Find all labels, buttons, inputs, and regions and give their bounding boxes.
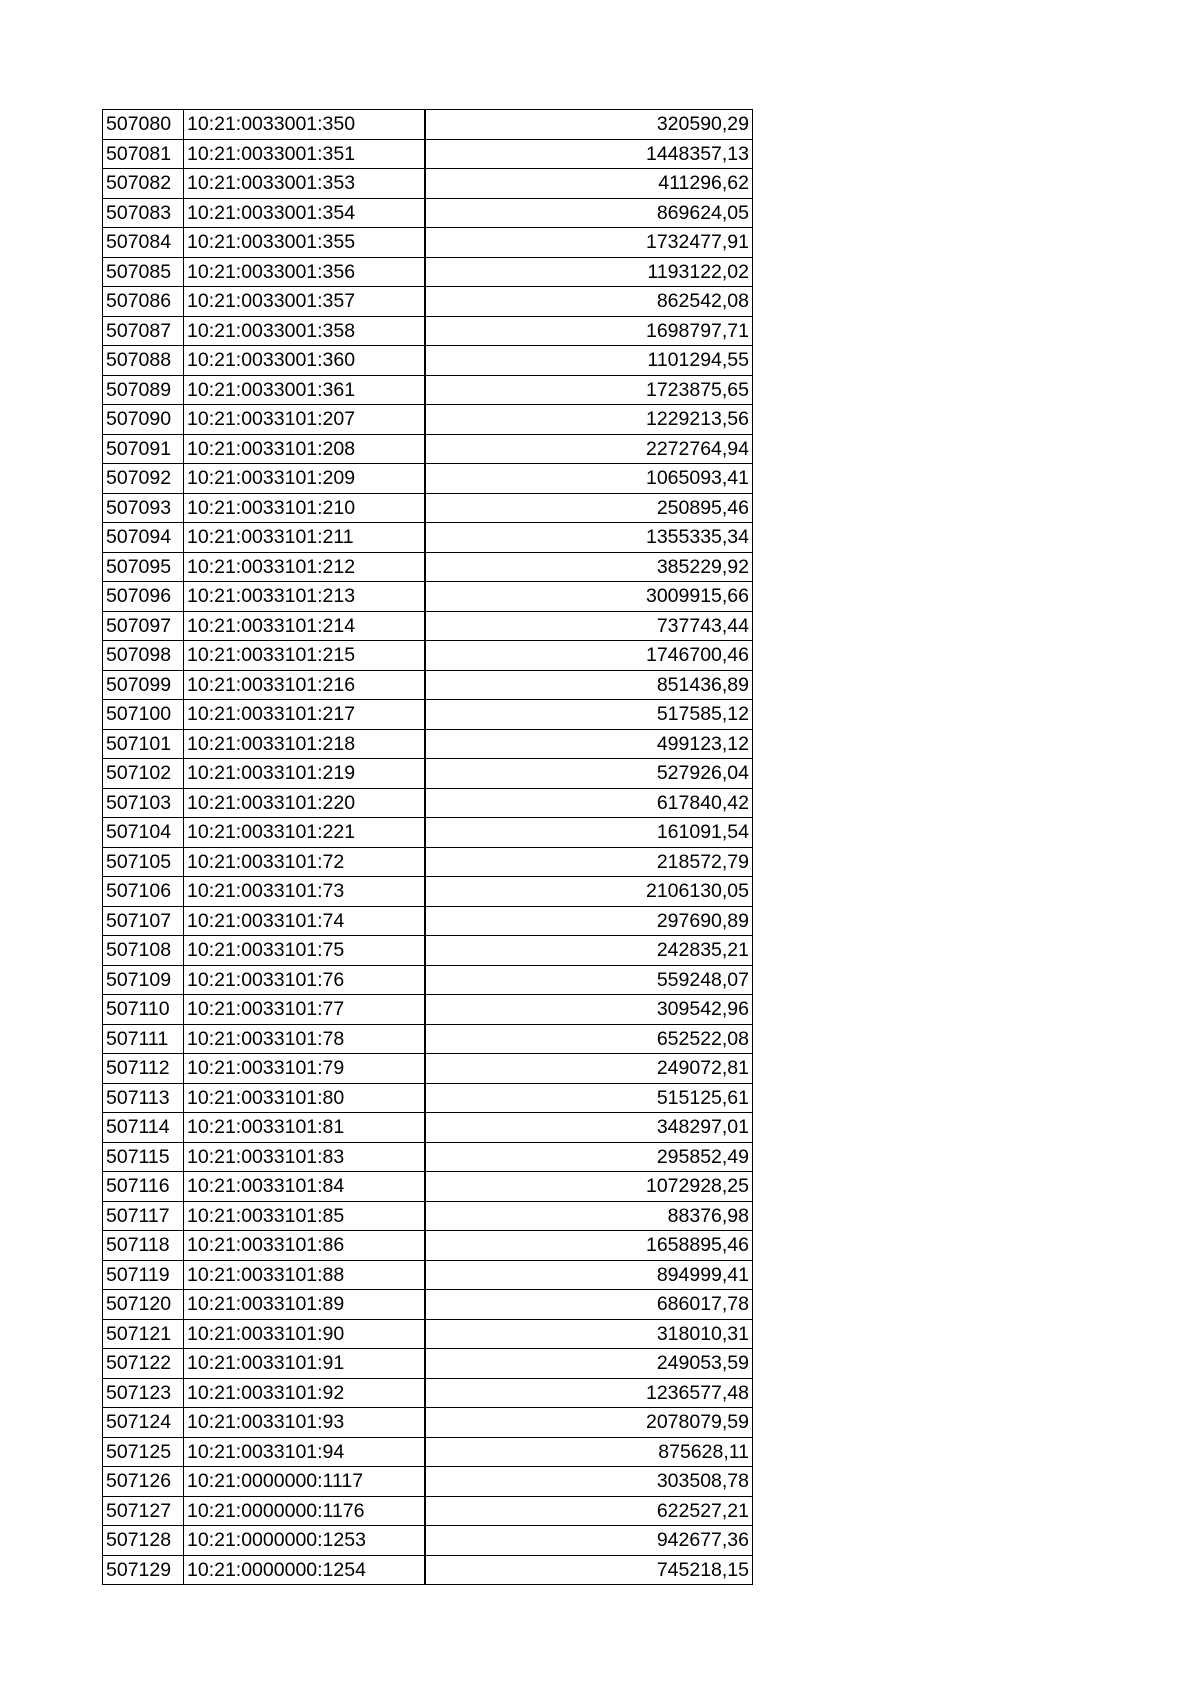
row-id-cell: 507124	[103, 1408, 184, 1438]
value-cell: 318010,31	[425, 1319, 753, 1349]
table-row	[103, 316, 753, 346]
table-row	[103, 1201, 753, 1231]
cadastral-number-cell: 10:21:0033101:93	[184, 1408, 425, 1438]
row-id-cell: 507108	[103, 936, 184, 966]
cadastral-number-cell: 10:21:0033101:207	[184, 405, 425, 435]
row-id-cell: 507084	[103, 228, 184, 258]
cadastral-number-cell: 10:21:0033101:208	[184, 434, 425, 464]
value-cell: 875628,11	[425, 1437, 753, 1467]
table-row	[103, 1054, 753, 1084]
row-id-cell: 507089	[103, 375, 184, 405]
row-id-cell: 507102	[103, 759, 184, 789]
value-cell: 320590,29	[425, 110, 753, 140]
row-id-cell: 507094	[103, 523, 184, 553]
row-id-cell: 507122	[103, 1349, 184, 1379]
value-cell: 559248,07	[425, 965, 753, 995]
cadastral-number-cell: 10:21:0033101:217	[184, 700, 425, 730]
cadastral-number-cell: 10:21:0000000:1176	[184, 1496, 425, 1526]
table-row	[103, 523, 753, 553]
table-row	[103, 729, 753, 759]
value-cell: 242835,21	[425, 936, 753, 966]
table-row	[103, 434, 753, 464]
table-row	[103, 818, 753, 848]
cadastral-number-cell: 10:21:0033101:74	[184, 906, 425, 936]
value-cell: 894999,41	[425, 1260, 753, 1290]
table-row	[103, 1260, 753, 1290]
cadastral-number-cell: 10:21:0033001:358	[184, 316, 425, 346]
value-cell: 527926,04	[425, 759, 753, 789]
row-id-cell: 507091	[103, 434, 184, 464]
table-row	[103, 257, 753, 287]
data-table	[102, 109, 753, 1585]
value-cell: 1732477,91	[425, 228, 753, 258]
row-id-cell: 507127	[103, 1496, 184, 1526]
table-row	[103, 346, 753, 376]
table-row	[103, 1113, 753, 1143]
cadastral-number-cell: 10:21:0033101:210	[184, 493, 425, 523]
cadastral-number-cell: 10:21:0033101:89	[184, 1290, 425, 1320]
cadastral-number-cell: 10:21:0033101:215	[184, 641, 425, 671]
table-row	[103, 1378, 753, 1408]
cadastral-number-cell: 10:21:0033101:92	[184, 1378, 425, 1408]
row-id-cell: 507080	[103, 110, 184, 140]
row-id-cell: 507126	[103, 1467, 184, 1497]
cadastral-number-cell: 10:21:0033001:355	[184, 228, 425, 258]
value-cell: 1658895,46	[425, 1231, 753, 1261]
table-row	[103, 1083, 753, 1113]
value-cell: 88376,98	[425, 1201, 753, 1231]
table-row	[103, 1231, 753, 1261]
cadastral-number-cell: 10:21:0033101:77	[184, 995, 425, 1025]
table-row	[103, 228, 753, 258]
table-row	[103, 375, 753, 405]
row-id-cell: 507111	[103, 1024, 184, 1054]
table-row	[103, 1437, 753, 1467]
row-id-cell: 507098	[103, 641, 184, 671]
cadastral-number-cell: 10:21:0033001:360	[184, 346, 425, 376]
table-row	[103, 1024, 753, 1054]
cadastral-number-cell: 10:21:0033101:76	[184, 965, 425, 995]
value-cell: 851436,89	[425, 670, 753, 700]
table-row	[103, 1555, 753, 1585]
value-cell: 161091,54	[425, 818, 753, 848]
table-row	[103, 552, 753, 582]
row-id-cell: 507101	[103, 729, 184, 759]
cadastral-number-cell: 10:21:0033001:357	[184, 287, 425, 317]
value-cell: 249053,59	[425, 1349, 753, 1379]
table-row	[103, 670, 753, 700]
cadastral-number-cell: 10:21:0033101:91	[184, 1349, 425, 1379]
value-cell: 1698797,71	[425, 316, 753, 346]
row-id-cell: 507104	[103, 818, 184, 848]
table-row	[103, 906, 753, 936]
cadastral-number-cell: 10:21:0033101:209	[184, 464, 425, 494]
cadastral-number-cell: 10:21:0033101:83	[184, 1142, 425, 1172]
value-cell: 1448357,13	[425, 139, 753, 169]
value-cell: 869624,05	[425, 198, 753, 228]
table-row	[103, 700, 753, 730]
value-cell: 617840,42	[425, 788, 753, 818]
value-cell: 1723875,65	[425, 375, 753, 405]
cadastral-number-cell: 10:21:0033101:90	[184, 1319, 425, 1349]
table-row	[103, 641, 753, 671]
table-row	[103, 1526, 753, 1556]
table-row	[103, 847, 753, 877]
row-id-cell: 507112	[103, 1054, 184, 1084]
cadastral-number-cell: 10:21:0033101:212	[184, 552, 425, 582]
row-id-cell: 507128	[103, 1526, 184, 1556]
cadastral-number-cell: 10:21:0033101:79	[184, 1054, 425, 1084]
table-row	[103, 110, 753, 140]
value-cell: 1101294,55	[425, 346, 753, 376]
value-cell: 249072,81	[425, 1054, 753, 1084]
row-id-cell: 507109	[103, 965, 184, 995]
row-id-cell: 507125	[103, 1437, 184, 1467]
value-cell: 622527,21	[425, 1496, 753, 1526]
table-row	[103, 965, 753, 995]
row-id-cell: 507087	[103, 316, 184, 346]
row-id-cell: 507086	[103, 287, 184, 317]
cadastral-number-cell: 10:21:0033101:85	[184, 1201, 425, 1231]
value-cell: 2078079,59	[425, 1408, 753, 1438]
cadastral-number-cell: 10:21:0033101:72	[184, 847, 425, 877]
value-cell: 515125,61	[425, 1083, 753, 1113]
row-id-cell: 507110	[103, 995, 184, 1025]
table-body	[103, 110, 753, 1585]
row-id-cell: 507081	[103, 139, 184, 169]
row-id-cell: 507118	[103, 1231, 184, 1261]
table-row	[103, 287, 753, 317]
row-id-cell: 507082	[103, 169, 184, 199]
row-id-cell: 507085	[103, 257, 184, 287]
value-cell: 3009915,66	[425, 582, 753, 612]
value-cell: 295852,49	[425, 1142, 753, 1172]
value-cell: 737743,44	[425, 611, 753, 641]
value-cell: 303508,78	[425, 1467, 753, 1497]
cadastral-number-cell: 10:21:0033101:218	[184, 729, 425, 759]
value-cell: 1072928,25	[425, 1172, 753, 1202]
row-id-cell: 507088	[103, 346, 184, 376]
table-row	[103, 788, 753, 818]
table-row	[103, 1467, 753, 1497]
cadastral-number-cell: 10:21:0033101:78	[184, 1024, 425, 1054]
cadastral-number-cell: 10:21:0033101:88	[184, 1260, 425, 1290]
table-row	[103, 611, 753, 641]
cadastral-number-cell: 10:21:0033101:220	[184, 788, 425, 818]
row-id-cell: 507103	[103, 788, 184, 818]
row-id-cell: 507092	[103, 464, 184, 494]
row-id-cell: 507113	[103, 1083, 184, 1113]
value-cell: 297690,89	[425, 906, 753, 936]
row-id-cell: 507100	[103, 700, 184, 730]
table-row	[103, 1349, 753, 1379]
cadastral-number-cell: 10:21:0000000:1117	[184, 1467, 425, 1497]
cadastral-number-cell: 10:21:0033001:361	[184, 375, 425, 405]
cadastral-number-cell: 10:21:0033101:81	[184, 1113, 425, 1143]
table-row	[103, 1290, 753, 1320]
row-id-cell: 507115	[103, 1142, 184, 1172]
table-row	[103, 582, 753, 612]
value-cell: 218572,79	[425, 847, 753, 877]
value-cell: 348297,01	[425, 1113, 753, 1143]
cadastral-number-cell: 10:21:0033101:75	[184, 936, 425, 966]
row-id-cell: 507105	[103, 847, 184, 877]
value-cell: 686017,78	[425, 1290, 753, 1320]
value-cell: 1746700,46	[425, 641, 753, 671]
table-row	[103, 877, 753, 907]
row-id-cell: 507119	[103, 1260, 184, 1290]
row-id-cell: 507117	[103, 1201, 184, 1231]
value-cell: 1193122,02	[425, 257, 753, 287]
table-row	[103, 169, 753, 199]
cadastral-number-cell: 10:21:0033001:350	[184, 110, 425, 140]
cadastral-number-cell: 10:21:0000000:1254	[184, 1555, 425, 1585]
value-cell: 2106130,05	[425, 877, 753, 907]
cadastral-number-cell: 10:21:0033101:84	[184, 1172, 425, 1202]
cadastral-number-cell: 10:21:0033101:211	[184, 523, 425, 553]
row-id-cell: 507106	[103, 877, 184, 907]
cadastral-number-cell: 10:21:0033101:216	[184, 670, 425, 700]
row-id-cell: 507097	[103, 611, 184, 641]
cadastral-number-cell: 10:21:0033101:94	[184, 1437, 425, 1467]
value-cell: 385229,92	[425, 552, 753, 582]
value-cell: 517585,12	[425, 700, 753, 730]
row-id-cell: 507123	[103, 1378, 184, 1408]
cadastral-number-cell: 10:21:0033001:354	[184, 198, 425, 228]
table-row	[103, 464, 753, 494]
row-id-cell: 507093	[103, 493, 184, 523]
table-row	[103, 1408, 753, 1438]
cadastral-number-cell: 10:21:0033001:356	[184, 257, 425, 287]
value-cell: 2272764,94	[425, 434, 753, 464]
row-id-cell: 507083	[103, 198, 184, 228]
row-id-cell: 507107	[103, 906, 184, 936]
value-cell: 499123,12	[425, 729, 753, 759]
table-row	[103, 198, 753, 228]
row-id-cell: 507090	[103, 405, 184, 435]
value-cell: 250895,46	[425, 493, 753, 523]
row-id-cell: 507120	[103, 1290, 184, 1320]
table-row	[103, 1142, 753, 1172]
table-row	[103, 405, 753, 435]
row-id-cell: 507116	[103, 1172, 184, 1202]
row-id-cell: 507095	[103, 552, 184, 582]
cadastral-number-cell: 10:21:0033101:213	[184, 582, 425, 612]
value-cell: 1229213,56	[425, 405, 753, 435]
table-row	[103, 493, 753, 523]
cadastral-number-cell: 10:21:0033001:353	[184, 169, 425, 199]
value-cell: 942677,36	[425, 1526, 753, 1556]
row-id-cell: 507129	[103, 1555, 184, 1585]
row-id-cell: 507121	[103, 1319, 184, 1349]
table-row	[103, 1319, 753, 1349]
cadastral-number-cell: 10:21:0033101:221	[184, 818, 425, 848]
table-row	[103, 139, 753, 169]
value-cell: 1236577,48	[425, 1378, 753, 1408]
value-cell: 652522,08	[425, 1024, 753, 1054]
table-row	[103, 1496, 753, 1526]
row-id-cell: 507114	[103, 1113, 184, 1143]
value-cell: 411296,62	[425, 169, 753, 199]
cadastral-number-cell: 10:21:0000000:1253	[184, 1526, 425, 1556]
value-cell: 309542,96	[425, 995, 753, 1025]
cadastral-number-cell: 10:21:0033101:80	[184, 1083, 425, 1113]
value-cell: 1355335,34	[425, 523, 753, 553]
row-id-cell: 507096	[103, 582, 184, 612]
cadastral-number-cell: 10:21:0033101:214	[184, 611, 425, 641]
table-row	[103, 995, 753, 1025]
value-cell: 745218,15	[425, 1555, 753, 1585]
cadastral-number-cell: 10:21:0033101:73	[184, 877, 425, 907]
cadastral-number-cell: 10:21:0033001:351	[184, 139, 425, 169]
table-row	[103, 1172, 753, 1202]
row-id-cell: 507099	[103, 670, 184, 700]
cadastral-number-cell: 10:21:0033101:219	[184, 759, 425, 789]
table-row	[103, 759, 753, 789]
value-cell: 1065093,41	[425, 464, 753, 494]
table-row	[103, 936, 753, 966]
value-cell: 862542,08	[425, 287, 753, 317]
cadastral-number-cell: 10:21:0033101:86	[184, 1231, 425, 1261]
